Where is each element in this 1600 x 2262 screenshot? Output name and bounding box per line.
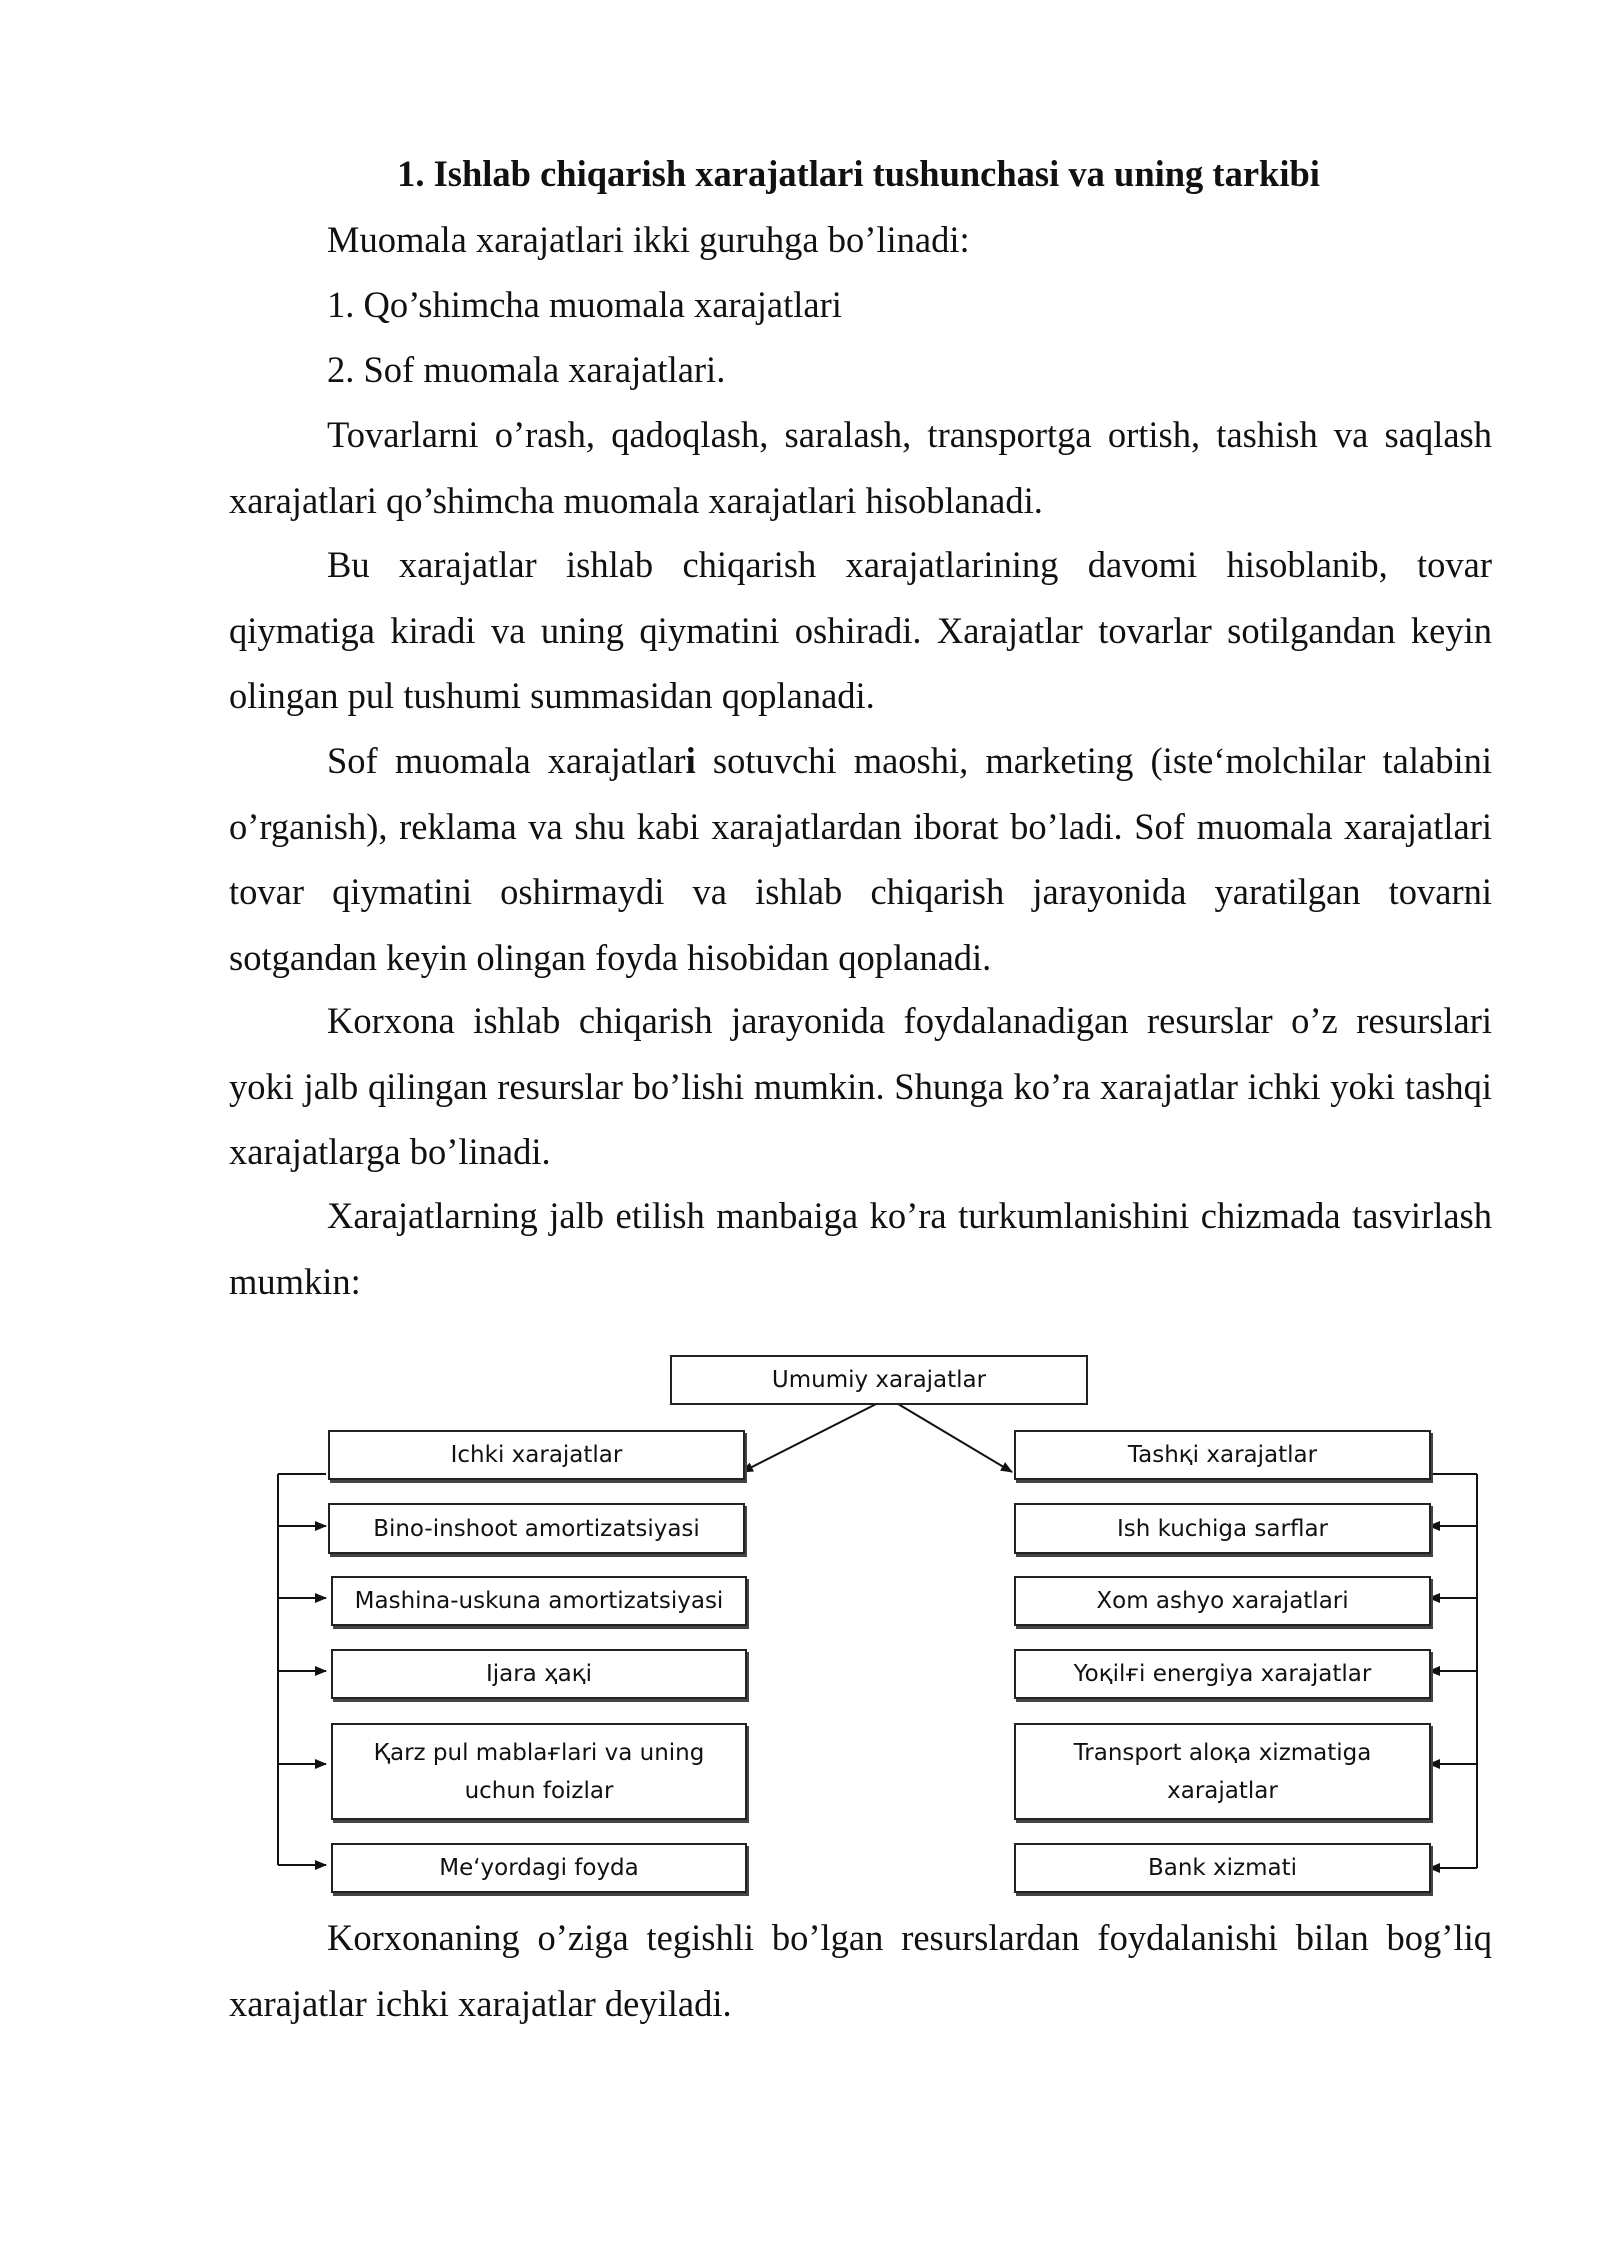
right-item-box: Transport aloқa xizmatiga xarajatlar — [1014, 1723, 1431, 1820]
right-item-box: Ish kuchiga sarflar — [1014, 1503, 1431, 1554]
paragraph-6-bold-letter: i — [685, 740, 696, 781]
right-item-box: Xom ashyo xarajatlari — [1014, 1576, 1431, 1626]
section-heading: 1. Ishlab chiqarish xarajatlari tushunchasi va uning tarkibi — [397, 153, 1320, 194]
paragraph-4: Tovarlarni o’rash, qadoqlash, saralash, transportga ortish, tashish va saqlash xarajatlari qo’shimcha muomala xarajatlari hisoblanadi. — [229, 414, 1492, 521]
arrow-root-to-right — [888, 1398, 1012, 1472]
paragraph-6-start: Sof muomala xarajatlar — [327, 740, 686, 781]
paragraph-8: Xarajatlarning jalb etilish manbaiga ko’ra turkumlanishini chizmada tasvirlash mumkin: — [229, 1195, 1492, 1302]
left-head-box: Ichki xarajatlar — [328, 1430, 745, 1480]
paragraph-3: 2. Sof muomala xarajatlari. — [327, 349, 726, 390]
right-item-box: Yoқilғi energiya xarajatlar — [1014, 1649, 1431, 1699]
paragraph-7: Korxona ishlab chiqarish jarayonida foydalanadigan resurslar o’z resurslari yoki jalb qilingan resurslar bo’lishi mumkin. Shunga ko’ra xarajatlar ichki yoki tashqi xarajatlarga bo’linadi. — [229, 1000, 1492, 1172]
paragraph-5: Bu xarajatlar ishlab chiqarish xarajatlarining davomi hisoblanib, tovar qiymatiga kiradi va uning qiymatini oshiradi. Xarajatlar tovarlar sotilgandan keyin olingan pul tushumi summasidan qoplanadi. — [229, 544, 1492, 716]
right-item-box: Bank xizmati — [1014, 1843, 1431, 1893]
paragraph-1: Muomala xarajatlari ikki guruhga bo’linadi: — [327, 219, 970, 260]
paragraph-9: Korxonaning o’ziga tegishli bo’lgan resurslardan foydalanishi bilan bog’liq xarajatlar ichki xarajatlar deyiladi. — [229, 1917, 1492, 2024]
left-item-box: Bino-inshoot amortizatsiyasi — [328, 1503, 745, 1554]
left-item-box: Me‘yordagi foyda — [331, 1843, 747, 1893]
left-item-box: Қarz pul mablaғlari va uning uchun foizlar — [331, 1723, 747, 1820]
paragraph-6-rest: sotuvchi maoshi, marketing (iste‘molchilar talabini o’rganish), reklama va shu kabi xarajatlardan iborat bo’ladi. Sof muomala xarajatlari tovar qiymatini oshirmaydi va ishlab chiqarish jarayonida yaratilgan tovarni sotgandan keyin olingan foyda hisobidan qoplanadi. — [229, 740, 1492, 978]
left-item-box: Mashina-uskuna amortizatsiyasi — [331, 1576, 747, 1626]
right-head-box: Tashқi xarajatlar — [1014, 1430, 1431, 1480]
root-box: Umumiy xarajatlar — [670, 1355, 1088, 1405]
arrow-root-to-left — [742, 1398, 888, 1472]
paragraph-2: 1. Qo’shimcha muomala xarajatlari — [327, 284, 842, 325]
left-item-box: Ijara ҳақi — [331, 1649, 747, 1699]
